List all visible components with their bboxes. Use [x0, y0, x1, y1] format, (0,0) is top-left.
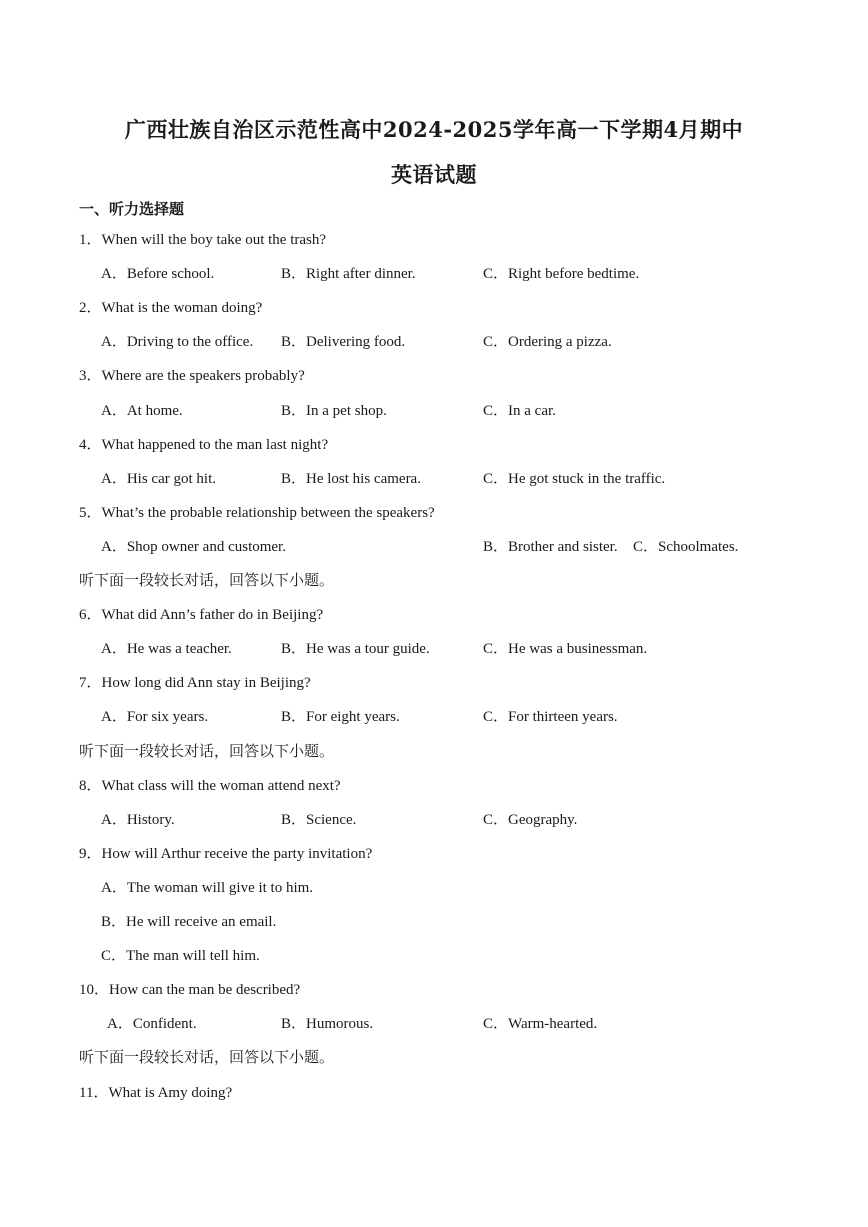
answer-option: C．For thirteen years. — [483, 709, 618, 726]
answer-option: A．He was a teacher. — [101, 641, 232, 658]
answer-option: C．The man will tell him. — [101, 948, 260, 965]
document-title-line1: 广西壮族自治区示范性高中2024-2025学年高一下学期4月期中 — [124, 117, 744, 142]
answer-option: A．For six years. — [101, 709, 209, 726]
answer-option: A．Confident. — [107, 1016, 197, 1033]
answer-option: B．Humorous. — [281, 1016, 374, 1033]
question-text: 8．What class will the woman attend next? — [79, 777, 341, 794]
answer-option: A．History. — [101, 811, 175, 828]
answer-option: C．Ordering a pizza. — [483, 334, 612, 351]
answer-option: C．In a car. — [483, 402, 556, 419]
instruction-note: 听下面一段较长对话，回答以下小题。 — [79, 1050, 335, 1067]
answer-option: C．He got stuck in the traffic. — [483, 470, 666, 487]
answer-option: A．At home. — [101, 402, 183, 419]
answer-option: C．Geography. — [483, 811, 578, 828]
question-text: 9．How will Arthur receive the party invitation? — [79, 845, 373, 862]
answer-option: A．His car got hit. — [101, 470, 216, 487]
answer-option: A．Shop owner and customer. — [101, 538, 286, 555]
answer-option: B．He lost his camera. — [281, 470, 421, 487]
question-text: 3．Where are the speakers probably? — [79, 368, 305, 385]
answer-option: B．Delivering food. — [281, 334, 406, 351]
answer-option: B．Right after dinner. — [281, 266, 416, 283]
question-text: 1．When will the boy take out the trash? — [79, 232, 327, 248]
instruction-note: 听下面一段较长对话，回答以下小题。 — [79, 573, 335, 589]
answer-option: B．He was a tour guide. — [281, 641, 430, 658]
answer-option: A．Driving to the office. — [101, 334, 254, 351]
question-text: 4．What happened to the man last night? — [79, 436, 329, 453]
answer-option: B．He will receive an email. — [101, 914, 277, 930]
question-text: 10．How can the man be described? — [79, 982, 301, 999]
question-text: 5．What’s the probable relationship between the speakers? — [79, 504, 435, 521]
section-heading: 一、听力选择题 — [79, 202, 185, 218]
answer-option: A．The woman will give it to him. — [101, 879, 314, 896]
question-text: 11．What is Amy doing? — [79, 1084, 233, 1101]
answer-option: C．Schoolmates. — [633, 538, 739, 555]
answer-option: C．Warm-hearted. — [483, 1016, 598, 1033]
answer-option: C．He was a businessman. — [483, 641, 648, 658]
answer-option: A．Before school. — [101, 266, 215, 283]
answer-option: C．Right before bedtime. — [483, 266, 640, 283]
document-title-line2: 英语试题 — [391, 162, 477, 187]
answer-option: B．Brother and sister. — [483, 538, 618, 555]
question-text: 2．What is the woman doing? — [79, 300, 263, 317]
answer-option: B．Science. — [281, 811, 357, 828]
instruction-note: 听下面一段较长对话，回答以下小题。 — [79, 743, 335, 760]
answer-option: B．In a pet shop. — [281, 402, 387, 419]
question-text: 7．How long did Ann stay in Beijing? — [79, 675, 311, 692]
answer-option: B．For eight years. — [281, 709, 400, 726]
question-text: 6．What did Ann’s father do in Beijing? — [79, 607, 324, 624]
